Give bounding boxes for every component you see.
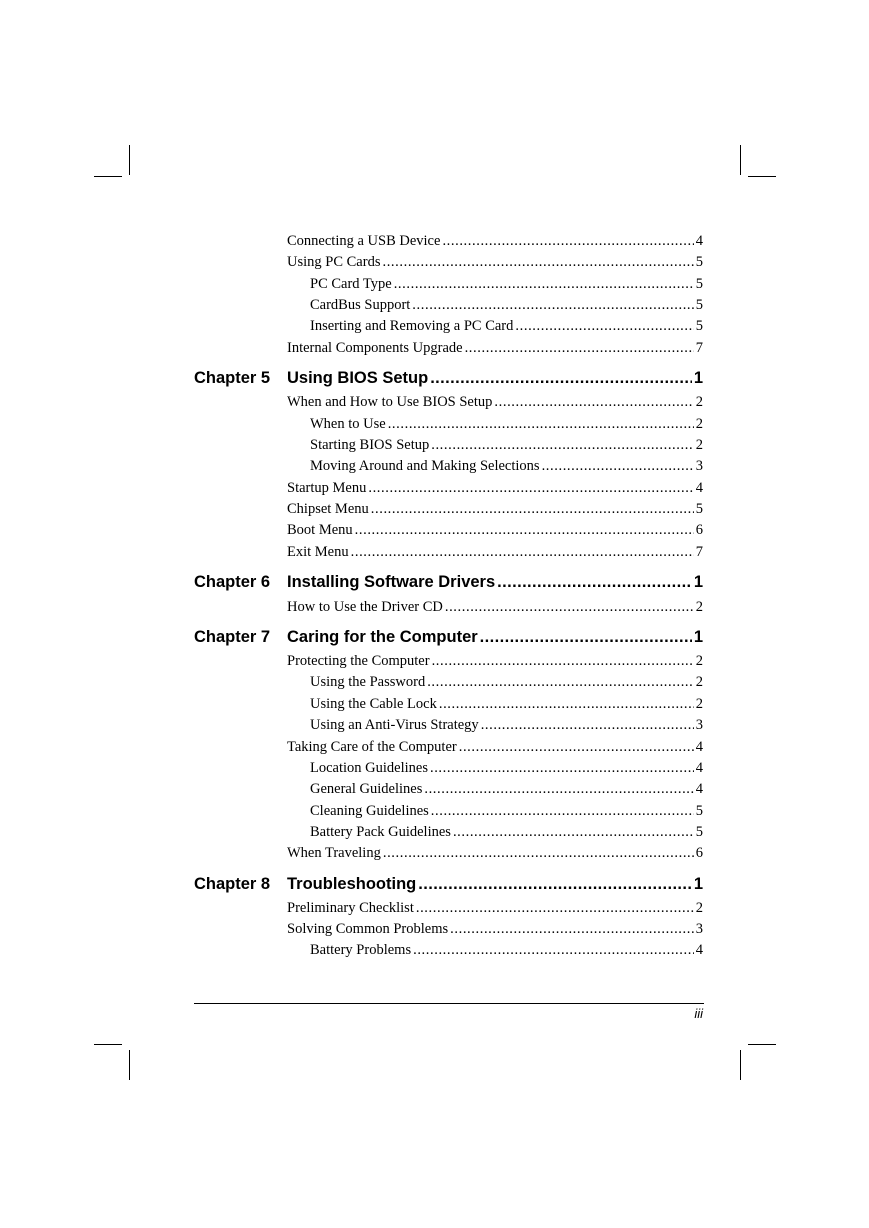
toc-entry-page: 4 [695,942,703,958]
toc-entry-page: 5 [695,254,703,270]
crop-mark-top-right-v [740,145,741,175]
dot-leader [480,626,692,648]
toc-chapter-7[interactable] [194,626,703,648]
toc-entry-title: Battery Problems [310,942,412,958]
toc-entry-page: 2 [695,900,703,916]
crop-mark-bottom-right-h [748,1044,776,1045]
dot-leader [430,367,692,389]
toc-entry-page: 4 [695,760,703,776]
toc-entry-page: 2 [695,599,703,615]
dot-leader [371,500,694,518]
toc-entry[interactable] [287,543,703,561]
toc-entry[interactable] [287,253,703,271]
toc-entry-title: Inserting and Removing a PC Card [310,318,514,334]
toc-entry[interactable] [287,652,703,670]
dot-leader [412,296,693,314]
footer-rule [194,1003,704,1004]
toc-entry[interactable] [310,780,703,798]
chapter-title: Troubleshooting [287,875,417,893]
toc-entry-page: 5 [695,318,703,334]
dot-leader [459,738,694,756]
chapter-title: Using BIOS Setup [287,369,429,387]
toc-entry-page: 7 [695,340,703,356]
chapter-label: Chapter 5 [194,369,271,387]
toc-entry-page: 5 [695,803,703,819]
toc-entry-title: Using PC Cards [287,254,381,270]
toc-entry-page: 6 [695,845,703,861]
dot-leader [382,253,693,271]
toc-entry-title: When to Use [310,416,386,432]
dot-leader [368,479,693,497]
dot-leader [515,317,693,335]
dot-leader [432,652,694,670]
toc-entry[interactable] [287,500,703,518]
dot-leader [424,780,693,798]
crop-mark-bottom-left-h [94,1044,122,1045]
toc-entry-page: 2 [695,437,703,453]
toc-entry-title: Using the Cable Lock [310,696,437,712]
toc-entry[interactable] [310,941,703,959]
crop-mark-top-left-v [129,145,130,175]
toc-entry[interactable] [310,436,703,454]
dot-leader [427,673,694,691]
dot-leader [351,543,694,561]
dot-leader [431,436,694,454]
toc-entry-title: Moving Around and Making Selections [310,458,540,474]
toc-chapter-6[interactable] [194,571,703,593]
toc-entry[interactable] [287,899,703,917]
toc-entry[interactable] [310,673,703,691]
chapter-label: Chapter 6 [194,573,271,591]
toc-entry[interactable] [287,479,703,497]
toc-entry[interactable] [287,339,703,357]
toc-entry-title: When Traveling [287,845,381,861]
toc-entry-title: Location Guidelines [310,760,428,776]
page-number: iii [694,1006,703,1021]
toc-entry-page: 2 [695,416,703,432]
toc-entry-title: Preliminary Checklist [287,900,414,916]
chapter-page: 1 [693,628,703,646]
toc-entry-page: 5 [695,824,703,840]
dot-leader [383,844,694,862]
toc-entry-title: How to Use the Driver CD [287,599,443,615]
toc-entry[interactable] [287,521,703,539]
toc-entry[interactable] [310,759,703,777]
dot-leader [394,275,694,293]
dot-leader [355,521,694,539]
toc-entry[interactable] [287,598,703,616]
dot-leader [450,920,694,938]
toc-entry-title: Startup Menu [287,480,367,496]
dot-leader [439,695,694,713]
toc-entry-page: 2 [695,674,703,690]
toc-entry-title: PC Card Type [310,276,392,292]
toc-entry-page: 3 [695,458,703,474]
toc-chapter-5[interactable] [194,367,703,389]
toc-entry-page: 4 [695,739,703,755]
toc-entry[interactable] [310,296,703,314]
crop-mark-top-left-h [94,176,122,177]
toc-entry-page: 5 [695,501,703,517]
toc-entry-page: 4 [695,781,703,797]
toc-entry-title: When and How to Use BIOS Setup [287,394,493,410]
dot-leader [388,415,694,433]
dot-leader [465,339,694,357]
toc-entry-page: 3 [695,717,703,733]
dot-leader [453,823,694,841]
toc-entry-page: 4 [695,480,703,496]
chapter-page: 1 [693,369,703,387]
toc-entry-title: Internal Components Upgrade [287,340,463,356]
toc-entry-title: Taking Care of the Computer [287,739,457,755]
toc-entry-title: Battery Pack Guidelines [310,824,451,840]
dot-leader [416,899,694,917]
toc-entry-page: 5 [695,276,703,292]
dot-leader [418,873,692,895]
toc-entry-title: Protecting the Computer [287,653,430,669]
chapter-label: Chapter 8 [194,875,271,893]
chapter-title: Caring for the Computer [287,628,478,646]
crop-mark-bottom-right-v [740,1050,741,1080]
toc-entry[interactable] [287,738,703,756]
dot-leader [445,598,694,616]
chapter-page: 1 [693,573,703,591]
dot-leader [442,232,693,250]
toc-entry-page: 2 [695,696,703,712]
chapter-page: 1 [693,875,703,893]
toc-entry-title: Connecting a USB Device [287,233,441,249]
toc-entry-title: Using an Anti-Virus Strategy [310,717,479,733]
toc-entry-page: 3 [695,921,703,937]
toc-entry[interactable] [310,415,703,433]
toc-entry-title: Exit Menu [287,544,349,560]
crop-mark-bottom-left-v [129,1050,130,1080]
toc-entry-page: 4 [695,233,703,249]
toc-entry-page: 6 [695,522,703,538]
toc-chapter-8[interactable] [194,873,703,895]
toc-entry[interactable] [287,232,703,250]
dot-leader [494,393,693,411]
toc-entry[interactable] [310,716,703,734]
toc-entry-page: 2 [695,653,703,669]
toc-entry-title: CardBus Support [310,297,411,313]
toc-entry-page: 2 [695,394,703,410]
chapter-title: Installing Software Drivers [287,573,496,591]
toc-entry[interactable] [310,695,703,713]
toc-entry-title: Cleaning Guidelines [310,803,429,819]
toc-entry-page: 7 [695,544,703,560]
dot-leader [431,802,694,820]
toc-entry-title: Solving Common Problems [287,921,449,937]
toc-entry[interactable] [310,802,703,820]
dot-leader [481,716,694,734]
toc-entry[interactable] [310,275,703,293]
dot-leader [497,571,692,593]
toc-entry[interactable] [287,844,703,862]
dot-leader [542,457,694,475]
crop-mark-top-right-h [748,176,776,177]
chapter-label: Chapter 7 [194,628,271,646]
toc-entry[interactable] [310,317,703,335]
toc-entry-title: Using the Password [310,674,426,690]
toc-entry-title: General Guidelines [310,781,423,797]
toc-entry[interactable] [310,457,703,475]
dot-leader [430,759,694,777]
toc-entry[interactable] [310,823,703,841]
toc-entry-title: Boot Menu [287,522,353,538]
toc-entry[interactable] [287,920,703,938]
dot-leader [413,941,694,959]
toc-entry-page: 5 [695,297,703,313]
toc-entry[interactable] [287,393,703,411]
toc-entry-title: Starting BIOS Setup [310,437,430,453]
toc-entry-title: Chipset Menu [287,501,369,517]
